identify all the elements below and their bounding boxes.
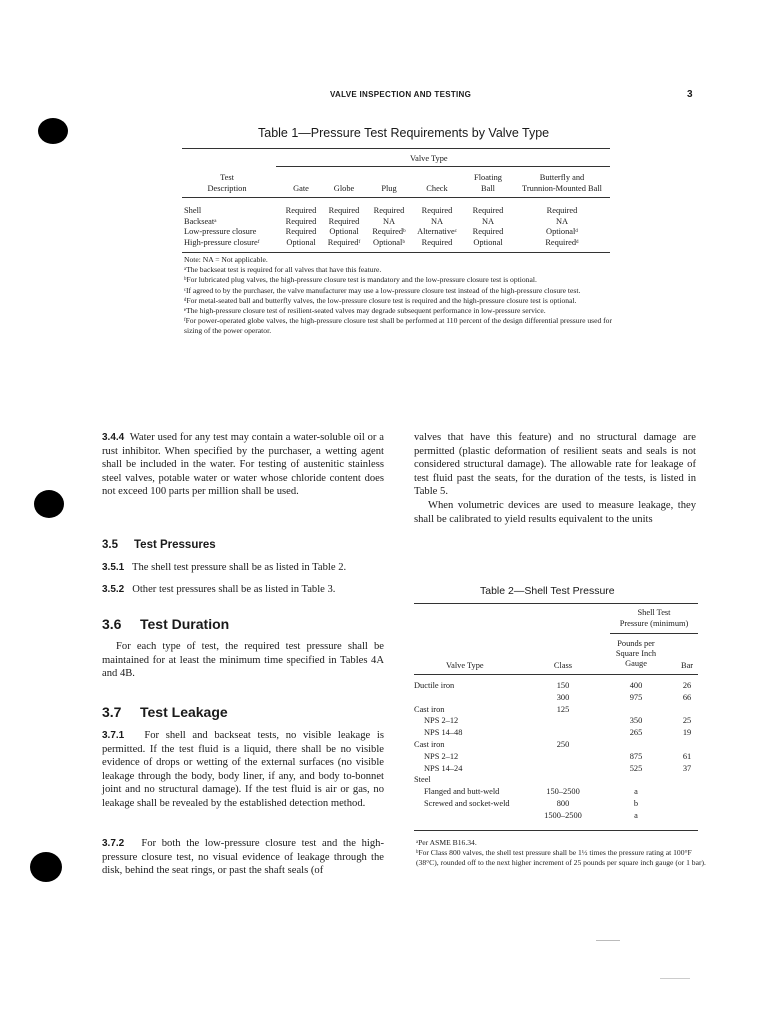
table1-column-header: Gate [293, 184, 309, 193]
table2-valve-type: Steel [414, 775, 431, 785]
table1-row-label: High-pressure closureᶠ [184, 237, 260, 247]
table1-cell: Required [285, 216, 317, 226]
table2-bottom-rule [414, 830, 698, 831]
heading-number: 3.7 [102, 704, 122, 720]
para-3-7-2 [102, 837, 384, 878]
table1-top-rule [182, 148, 610, 149]
table2-valve-type: NPS 2–12 [424, 751, 459, 761]
table2-psi: 525 [629, 763, 643, 773]
para-3-6: For each type of test, the required test pressure shall be maintained for at least the minimum time specified in Tables 4A and 4B. [102, 641, 384, 680]
heading-3-6 [102, 616, 229, 632]
para-number: 3.7.2 [102, 838, 125, 849]
table1-note: ᵉThe high-pressure closure test of resilient-seated valves may degrade subsequent performance in low-pressure service. [184, 306, 546, 316]
binder-hole-bottom [30, 852, 62, 882]
table2-valve-type: Ductile iron [414, 681, 455, 690]
table1-column-header: Globe [333, 184, 355, 193]
table1-row-label: Shell [184, 206, 202, 215]
heading-3-7 [102, 704, 228, 720]
scan-mark [596, 940, 620, 941]
heading-text: Test Leakage [140, 704, 228, 720]
table2-class: 1500–2500 [544, 810, 582, 820]
table1-cell: Required [421, 206, 453, 215]
table2-psi: 265 [629, 728, 643, 738]
table1-note: ᵇFor lubricated plug valves, the high-pressure closure test is mandatory and the low-pressure closure test is optional. [184, 275, 537, 285]
table1-header-rule [182, 197, 610, 198]
table2-bar: 37 [682, 763, 692, 773]
table2-valve-type: Cast iron [414, 740, 445, 749]
table1-cell: Required [472, 227, 504, 236]
table2-class: 150–2500 [546, 787, 580, 797]
table1-notes [184, 255, 612, 337]
table2-bar: 26 [682, 681, 692, 690]
para-number: 3.7.1 [102, 730, 125, 741]
table1-note: ᵃThe backseat test is required for all valves that have this feature. [184, 265, 382, 275]
table2-group-rule [610, 633, 698, 634]
table1-bottom-rule [182, 252, 610, 253]
table2-class: 800 [556, 799, 570, 808]
table2-title: Table 2—Shell Test Pressure [480, 585, 615, 597]
para-3-5-1 [102, 561, 384, 575]
heading-text: Test Pressures [134, 539, 216, 551]
table1-column-header: Floating [474, 173, 502, 182]
table2-psi: b [633, 799, 639, 808]
table2-header-shell-1: Shell Test [637, 608, 671, 617]
table2-psi: a [634, 810, 638, 820]
table2-valve-type: Flanged and butt-weld [424, 787, 500, 797]
table1-cell: NA [382, 216, 396, 226]
table1-row-label: Backseatᵃ [184, 216, 217, 226]
table1-cell: Optional [473, 237, 503, 247]
para-text: Other test pressures shall be as listed in Table 3. [132, 584, 336, 595]
table2-note: ᵃPer ASME B16.34. [416, 838, 477, 847]
table1-cell: Required [285, 227, 317, 236]
table2-header-class: Class [553, 661, 573, 670]
table2-class: 150 [556, 681, 570, 690]
table2-header-valve-type: Valve Type [446, 661, 484, 670]
para-continued: valves that have this feature) and no structural damage are permitted (plastic deformation of resilient seats and seals is not considered structural damage). The allowable rate for leakage of test fluid past the seats, for the duration of the tests, is listed in Table 5. [414, 432, 696, 498]
table2-header-pounds-3: Gauge [625, 659, 647, 668]
heading-3-5 [102, 539, 216, 551]
table2-header-pounds-1: Pounds per [617, 639, 655, 648]
table2-valve-type: Cast iron [414, 704, 445, 714]
table2-header-pounds-2: Square Inch [615, 649, 657, 658]
table1-cell: Requiredᵇ [372, 227, 406, 236]
running-title: VALVE INSPECTION AND TESTING [330, 90, 472, 99]
table1-column-header: Trunnion-Mounted Ball [522, 184, 602, 193]
table2-psi: 400 [629, 681, 643, 690]
table1-cell: Optional [329, 227, 359, 236]
table1-row-label: Low-pressure closure [184, 227, 257, 236]
table2-valve-type: NPS 2–12 [424, 716, 459, 726]
table2-bar: 66 [682, 692, 692, 702]
table1-note: ᶜIf agreed to by the purchaser, the valve manufacturer may use a low-pressure closure test instead of the high-pressure closure test. [184, 285, 581, 295]
table1-column-header: Butterfly and [539, 173, 585, 182]
table2-class: 300 [556, 692, 570, 702]
table1-cell: Required [472, 206, 504, 215]
para-text: For shell and backseat tests, no visible leakage is permitted. If the test fluid is a liquid, there shall be no visible evidence of drops or wetting of the external surfaces (no visible leakage through the body, body liner, if any, and body to-bonnet joint and no structural damage). If the test fluid is air or gas, no leakage shall be revealed by the established detection method. [102, 730, 384, 809]
table1-title: Table 1—Pressure Test Requirements by Valve Type [258, 126, 550, 140]
para-3-4-4 [102, 431, 384, 499]
table1-cell: NA [481, 216, 495, 226]
table2-bar: 61 [682, 751, 692, 761]
heading-number: 3.5 [102, 539, 118, 551]
table1-cell: Optionalᵇ [373, 237, 405, 247]
table1-desc-header-2: Description [207, 184, 247, 193]
para-text: The shell test pressure shall be as listed in Table 2. [132, 562, 347, 573]
page-number: 3 [687, 89, 693, 100]
binder-hole-top [38, 118, 68, 144]
heading-text: Test Duration [140, 616, 230, 632]
para-3-7-1 [102, 729, 384, 811]
table2-psi: 875 [629, 751, 643, 761]
table2-class: 125 [556, 704, 570, 714]
para-number: 3.4.4 [102, 432, 125, 443]
table2-bar: 25 [682, 716, 692, 726]
heading-number: 3.6 [102, 616, 122, 632]
table1-cell: Required [546, 206, 578, 215]
table1-cell: Alternativeᶜ [417, 227, 457, 236]
para-text: Water used for any test may contain a water-soluble oil or a rust inhibitor. When specified by the purchaser, a wetting agent shall be included in the water. For testing of austenitic stainless steel valves, potable water or water whose chloride content does not exceed 100 parts per million shall be used. [102, 432, 384, 498]
table2-header-rule [414, 674, 698, 675]
scan-mark [660, 978, 690, 979]
table1-cell: Optionalᵈ [546, 227, 578, 236]
table1-group-header: Valve Type [410, 154, 448, 163]
table2-note: ᵇFor Class 800 valves, the shell test pressure shall be 1½ times the pressure rating at 100°F (38°C), rounded off to the next higher increment of 25 pounds per square inch gauge (or 1 bar). [416, 848, 706, 867]
table2-valve-type: NPS 14–48 [424, 728, 463, 738]
table1-note: ᶠFor power-operated globe valves, the high-pressure closure test shall be performed at 110 percent of the design differential pressure used for sizing of the power operator. [184, 316, 613, 336]
table2-top-rule [414, 603, 698, 604]
table2-bar: 19 [682, 728, 692, 738]
table1-cell: Requiredᵈ [545, 237, 579, 247]
table1-cell: Required [328, 206, 360, 215]
table2-psi: 350 [629, 716, 643, 726]
table1-cell: Required [373, 206, 405, 215]
table1-note: ᵈFor metal-seated ball and butterfly valves, the low-pressure closure test is required and the high-pressure closure test is optional. [184, 295, 577, 305]
table1-cell: NA [555, 216, 569, 226]
table2-notes [416, 838, 706, 868]
table2-valve-type: Screwed and socket-weld [424, 799, 510, 808]
table1-cell: NA [430, 216, 444, 226]
table1-cell: Required [328, 216, 360, 226]
table2-class: 250 [556, 740, 570, 749]
para-text: For both the low-pressure closure test and the high-pressure closure test, no visual evidence of leakage through the disk, behind the seat rings, or past the shaft seals (of [102, 838, 384, 877]
table1-cell: Required [285, 206, 317, 215]
table2-header-shell-2: Pressure (minimum) [619, 619, 689, 628]
binder-hole-middle [34, 490, 64, 518]
table2-valve-type: NPS 14–24 [424, 763, 463, 773]
table2-psi: 975 [629, 692, 643, 702]
table1-group-rule [276, 166, 610, 167]
table2-header-bar: Bar [681, 661, 694, 670]
table1-note: Note: NA = Not applicable. [184, 255, 268, 264]
table1-column-header: Plug [381, 184, 397, 193]
table1-column-header: Ball [481, 184, 495, 193]
table1-cell: Optional [286, 237, 316, 247]
para-volumetric: When volumetric devices are used to measure leakage, they shall be calibrated to yield results equivalent to the units [414, 500, 696, 525]
para-number: 3.5.2 [102, 584, 125, 595]
table1-cell: Requiredᶠ [327, 237, 361, 247]
table2-psi: a [634, 787, 638, 797]
table1-cell: Required [421, 237, 453, 247]
para-3-5-2 [102, 583, 384, 597]
table1-desc-header-1: Test [220, 173, 234, 182]
para-number: 3.5.1 [102, 562, 125, 573]
table1-column-header: Check [426, 184, 448, 193]
